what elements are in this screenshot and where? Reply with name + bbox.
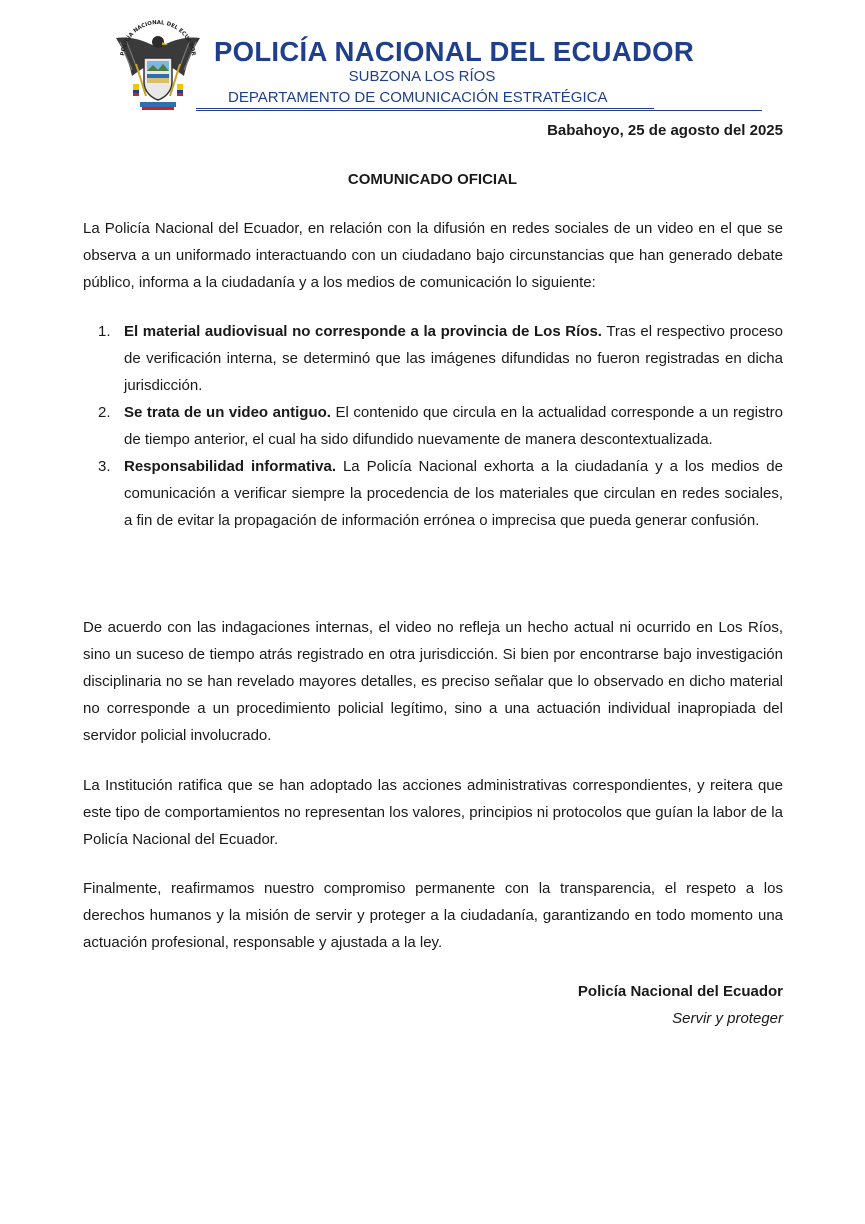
point-text: La Policía Nacional exhorta a la ciudadanía y a los medios de comunicación a verificar siempre la procedencia de los materiales que circulan en redes sociales, a fin de evitar la propagación de información errónea o imprecisa que pueda generar confusión. [124,458,783,529]
list-item [83,318,783,399]
subzone-name: SUBZONA LOS RÍOS [348,68,496,85]
svg-text:POLICÍA NACIONAL DEL ECUADOR: POLICÍA NACIONAL DEL ECUADOR [120,19,196,57]
letterhead [0,0,865,120]
list-number: 2. [98,404,111,421]
department-name: DEPARTAMENTO DE COMUNICACIÓN ESTRATÉGICA [228,89,608,106]
list-number: 3. [98,458,111,475]
signature-name: Policía Nacional del Ecuador [577,983,783,1000]
point-heading: El material audiovisual no corresponde a la provincia de Los Ríos. [124,323,602,340]
intro-paragraph: La Policía Nacional del Ecuador, en relación con la difusión en redes sociales de un video en el que se observa a un uniformado interactuando con un ciudadano bajo circunstancias que han generado debate público, informa a la ciudadanía y a los medios de comunicación lo siguiente: [83,220,783,291]
date-line: Babahoyo, 25 de agosto del 2025 [547,122,783,139]
body-paragraph: Finalmente, reafirmamos nuestro compromiso permanente con la transparencia, el respeto a los derechos humanos y la misión de servir y proteger a la ciudadanía, garantizando en todo momento una actuación profesional, responsable y ajustada a la ley. [83,880,783,951]
list-item [83,453,783,534]
header-divider [196,110,762,111]
list-number: 1. [98,323,111,340]
point-text: Tras el respectivo proceso de verificación interna, se determinó que las imágenes difundidas no fueron registradas en dicha jurisdicción. [124,323,784,394]
point-heading: Responsabilidad informativa. [124,458,336,475]
list-item [83,399,783,453]
police-emblem-logo [110,18,206,114]
points-list [83,318,783,534]
body-paragraph: De acuerdo con las indagaciones internas, el video no refleja un hecho actual ni ocurrido en Los Ríos, sino un suceso de tiempo atrás registrado en otra jurisdicción. Si bien por encontrarse bajo investigación disciplinaria no se han revelado mayores detalles, es preciso señalar que lo observado en dicho material no corresponde a un procedimiento policial legítimo, sino a una actuación individual inapropiada del servidor policial involucrado. [83,619,783,744]
document-title: COMUNICADO OFICIAL [347,171,518,188]
point-text: El contenido que circula en la actualidad corresponde a un registro de tiempo anterior, el cual ha sido difundido nuevamente de manera descontextualizada. [124,404,784,448]
organization-title: POLICÍA NACIONAL DEL ECUADOR [214,36,694,67]
signature-block [578,978,783,1032]
point-heading: Se trata de un video antiguo. [124,404,331,421]
signature-motto: Servir y proteger [672,1010,783,1027]
header-divider [196,108,654,109]
body-paragraph: La Institución ratifica que se han adoptado las acciones administrativas correspondientes, y reitera que este tipo de comportamientos no representan los valores, principios ni protocolos que guían la labor de la Policía Nacional del Ecuador. [83,777,783,848]
